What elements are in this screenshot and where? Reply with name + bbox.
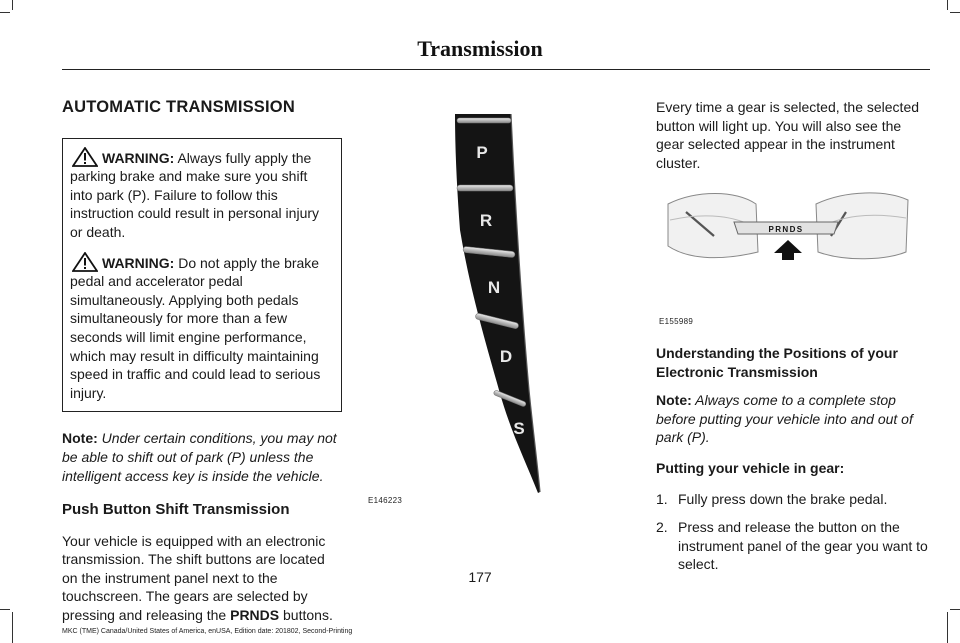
note-text: Always come to a complete stop before putting your vehicle into and out of park (P). bbox=[656, 392, 913, 446]
figure-caption: E155989 bbox=[659, 317, 694, 326]
section-title: AUTOMATIC TRANSMISSION bbox=[62, 98, 295, 116]
shifter-illustration bbox=[375, 100, 585, 520]
warning-triangle-icon bbox=[72, 252, 98, 272]
body-text: Your vehicle is equipped with an electronic transmission. The shift buttons are located on the instrument panel next to the touchscreen. The gears are selected by pressing and releasing the bbox=[62, 532, 326, 624]
warning-box bbox=[62, 138, 342, 413]
list-number: 1. bbox=[656, 490, 668, 507]
warning-paragraph bbox=[70, 252, 333, 403]
crop-mark bbox=[12, 612, 13, 643]
crop-mark bbox=[947, 0, 948, 10]
gear-label-r: R bbox=[479, 211, 493, 230]
crop-mark bbox=[0, 609, 10, 610]
list-item bbox=[656, 490, 930, 509]
footer-edition: MKC (TME) Canada/United States of America, enUSA, Edition date: 201802, Second-Printing bbox=[62, 628, 353, 635]
gear-separator bbox=[457, 118, 511, 123]
warning-text: Always fully apply the parking brake and make sure you shift into park (P). Failure to follow this instruction could result in personal injury or death. bbox=[70, 149, 320, 240]
gear-label-s: S bbox=[513, 419, 525, 438]
subheading: Push Button Shift Transmission bbox=[62, 501, 290, 519]
intro-paragraph: Every time a gear is selected, the selected button will light up. You will also see the gear selected appear in the instrument cluster. bbox=[656, 99, 920, 171]
cluster-gear-indicator: PRNDS bbox=[768, 225, 804, 234]
warning-triangle-icon bbox=[72, 147, 98, 167]
crop-mark bbox=[0, 12, 10, 13]
note-text: Under certain conditions, you may not be able to shift out of park (P) unless the intelligent access key is inside the vehicle. bbox=[62, 430, 337, 484]
header-rule bbox=[62, 69, 930, 70]
crop-mark bbox=[950, 609, 960, 610]
list-text: Fully press down the brake pedal. bbox=[678, 490, 888, 507]
page-number: 177 bbox=[468, 569, 492, 585]
shifter-panel bbox=[455, 114, 540, 493]
right-column bbox=[656, 98, 930, 172]
crop-mark bbox=[947, 612, 948, 643]
list-text: Press and release the button on the instrument panel of the gear you want to select. bbox=[678, 519, 928, 573]
note-label: Note: bbox=[656, 392, 692, 409]
procedure-heading: Putting your vehicle in gear: bbox=[656, 459, 845, 476]
note-paragraph bbox=[62, 429, 342, 485]
body-text: buttons. bbox=[279, 607, 333, 624]
crop-mark bbox=[12, 0, 13, 10]
warning-paragraph bbox=[70, 147, 333, 242]
body-bold-text: PRNDS bbox=[230, 607, 280, 624]
warning-text: Do not apply the brake pedal and accelerator pedal simultaneously. Applying both pedals simultaneously for more than a few seconds will limit engine performance, which may result in difficulty maintaining speed in traffic and could lead to serious injury. bbox=[70, 254, 321, 401]
right-column-lower bbox=[656, 344, 930, 584]
left-column bbox=[62, 98, 342, 639]
note-paragraph bbox=[656, 391, 930, 447]
subheading: Understanding the Positions of your Electronic Transmission bbox=[656, 345, 898, 380]
gear-label-n: N bbox=[487, 278, 501, 297]
gear-separator bbox=[457, 185, 513, 191]
figure-caption: E146223 bbox=[368, 496, 403, 505]
list-number: 2. bbox=[656, 519, 668, 536]
crop-mark bbox=[950, 12, 960, 13]
instrument-cluster-illustration bbox=[656, 190, 930, 310]
gear-label-p: P bbox=[476, 143, 488, 162]
warning-label: WARNING: bbox=[102, 149, 175, 166]
warning-label: WARNING: bbox=[102, 254, 175, 271]
page-header-title: Transmission bbox=[417, 36, 543, 61]
list-item bbox=[656, 518, 930, 574]
note-label: Note: bbox=[62, 430, 98, 447]
gear-label-d: D bbox=[499, 347, 513, 366]
